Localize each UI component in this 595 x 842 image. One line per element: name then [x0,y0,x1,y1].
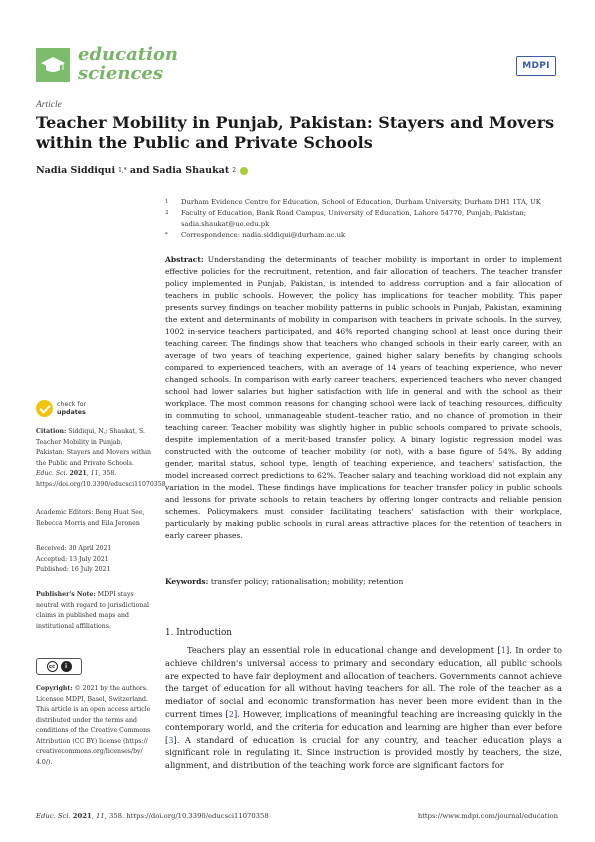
affiliation-item [165,219,565,230]
affiliation-mark: 1 [165,199,169,205]
copyright-label: Copyright: [36,685,73,692]
footer-journal: Educ. Sci. [36,812,71,820]
section-heading: 1. Introduction [165,628,232,638]
footer-volume: 11 [96,812,105,820]
footer-citation: Educ. Sci. 2021, 11, 358. https://doi.org/10.3390/educsci11070358 [36,812,269,820]
mdpi-logo [516,56,556,76]
cc-icon: cc [47,661,58,672]
reference-link[interactable]: 3 [168,734,174,745]
affiliation-item [165,230,565,241]
affiliation-text: Durham Evidence Centre for Education, School of Education, Durham University, Durham DH1 1TA, UK [181,198,541,206]
published-date: Published: 16 July 2021 [36,566,111,573]
citation-doi[interactable]: , 358. https://doi.org/10.3390/educsci11070358 [36,470,166,488]
keywords-label: Keywords: [165,577,209,586]
publisher-note-text: MDPI stays neutral with regard to jurisdictional claims in published maps and institutional affiliations. [36,591,150,630]
affiliation-item [165,197,565,208]
abstract [165,254,562,542]
journal-name-line2: sciences [78,63,164,84]
citation-text: Siddiqui, N.; Shaukat, S. Teacher Mobility in Punjab, Pakistan: Stayers and Movers within the Public and Private Schools. [36,428,151,467]
publisher-note [36,590,151,632]
footer-year: 2021 [72,812,92,820]
copyright-text: © 2021 by the authors. Licensee MDPI, Basel, Switzerland. This article is an open access article distributed under the terms and conditions of the Creative Commons Attribution (CC BY) license (https:// creativecommons.org/licenses/by/ 4.0/). [36,685,151,766]
affiliation-email[interactable]: sadia.shaukat@ue.edu.pk [181,220,270,228]
author-name[interactable]: Nadia Siddiqui [36,165,116,176]
academic-editors: Academic Editors: Beng Huat See, Rebecca Morris and Eila Jeronen [36,509,145,527]
article-type: Article [36,100,62,110]
check-updates-icon [36,400,53,417]
introduction-paragraph [165,644,562,772]
citation-journal: Educ. Sci. [36,470,68,477]
author-and: and [129,165,150,176]
intro-text: Teachers play an essential role in educational change and development [ [187,645,501,655]
journal-name [78,45,178,83]
intro-text: ]. However, implications of meaningful teaching are increasing quickly in the contemporary world, and the criteria for education and learning are higher than ever before [ [165,708,563,745]
affiliation-mark [165,219,181,230]
citation-label: Citation: [36,428,67,435]
author-affil-mark: 1,* [118,167,127,174]
author-affil-mark: 2 [232,167,237,174]
intro-text: ]. In order to achieve children's universal access to primary and secondary education, all public schools are expected to have fair deployment and allocation of teachers. Governments cannot achieve the target of education for all without having teachers for all. The role of the teacher as a mediator of social and economic transformation has never been more evident than in the current times [ [165,645,562,719]
check-updates-label [57,401,86,415]
intro-text: ]. A standard of education is crucial for any country, and teacher education plays a significant role in regulating it. Since instruction is provided mostly by teachers, the size, alignment, and distribution of the teaching work force are significant factors for [165,734,562,771]
citation-block: Citation: Siddiqui, N.; Shaukat, S. Teacher Mobility in Punjab, Pakistan: Stayers and Movers within the Public and Private Schools. Educ. Sci. 2021, 11, 358. https://doi.org/10.3390/educsci11070358 [36,428,166,488]
keywords-text: transfer policy; rationalisation; mobility; retention [210,577,404,586]
article-title-line2: within the Public and Private Schools [36,133,373,152]
affiliation-mark: * [165,232,168,238]
attribution-icon: i [61,661,72,672]
graduation-cap-icon [40,55,66,75]
dates-block [36,544,151,576]
journal-logo [36,48,70,82]
abstract-label: Abstract: [165,255,204,264]
copyright-block [36,684,151,768]
received-date: Received: 30 April 2021 [36,545,112,552]
accepted-date: Accepted: 13 July 2021 [36,555,109,563]
article-title-line1: Teacher Mobility in Punjab, Pakistan: Stayers and Movers [36,113,555,132]
check-for-updates-button[interactable] [36,400,86,417]
footer-journal-url[interactable]: https://www.mdpi.com/journal/education [417,812,558,820]
affiliation-text: Faculty of Education, Bank Road Campus, University of Education, Lahore 54770, Punjab, Pakistan; [181,209,527,217]
correspondence-text[interactable]: Correspondence: nadia.siddiqui@durham.ac.uk [181,231,346,239]
citation-year: 2021 [69,470,87,477]
citation-volume: 11 [90,470,99,477]
mdpi-logo-text: MDPI [522,61,550,71]
journal-name-line1: education [78,44,178,65]
affiliation-mark: 2 [165,210,169,216]
affiliations [165,197,565,241]
abstract-text: Understanding the determinants of teacher mobility is important in order to implement effective policies for the recruitment, retention, and fair allocation of teachers. The teacher transfer policy implemented in Punjab, Pakistan, is intended to address corruption and a fair allocation of teachers in public schools. However, the policy has implications for teacher mobility. This paper presents survey findings on teacher mobility patterns in public schools in Punjab, Pakistan, examining the extent and determinants of mobility in comparison with teachers in private schools. In the survey, 1002 in-service teachers participated, and 46% reported changing school at least once during their teaching career. The findings show that teachers who changed schools in their early career, with an average of two years of teaching experience, gained higher salary benefits by changing schools compared to experienced teachers, with an average of 14 years of teaching experience, who never changed schools. In comparison with early career teachers, experienced teachers who never changed school had lower salaries but higher satisfaction with life in general and with the school as their workplace. The most common reasons for changing school were lack of teaching resources, difficulty in commuting to school, unmanageable student–teacher ratio, and no chance of promotion in their teaching career. Teacher mobility was slightly higher in public schools compared to private schools, despite implementation of a merit-based transfer policy. A binary logistic regression model was constructed with the outcome of teacher mobility (or not), with a base figure of 54%. By adding gender, marital status, school type, length of teaching experience, and teachers' satisfaction, the model increased correct predictions to 62%. Teacher salary and teaching workload did not explain any variation in the model. These findings have implications for teacher transfer policy in public schools and lessons for private schools to retain teachers by offering longer contracts and reliable pension schemes. Policymakers must consider facilitating teachers' satisfaction with their workplace, particularly by making public schools in rural areas attractive places for the retention of teachers in early career phases. [165,255,562,540]
check-updates-line2: updates [57,408,86,416]
reference-link[interactable]: 2 [228,708,234,719]
footer-doi[interactable]: , 358. https://doi.org/10.3390/educsci11070358 [104,812,269,820]
orcid-icon[interactable] [240,167,248,175]
author-list [36,165,248,176]
reference-link[interactable]: 1 [500,645,506,655]
check-updates-line1: check for [57,401,87,409]
cc-by-license-badge[interactable] [36,658,82,675]
affiliation-item [165,208,565,219]
keywords [165,577,562,586]
article-title [36,113,556,153]
publisher-note-label: Publisher's Note: [36,591,96,598]
author-name[interactable]: Sadia Shaukat [152,165,230,176]
